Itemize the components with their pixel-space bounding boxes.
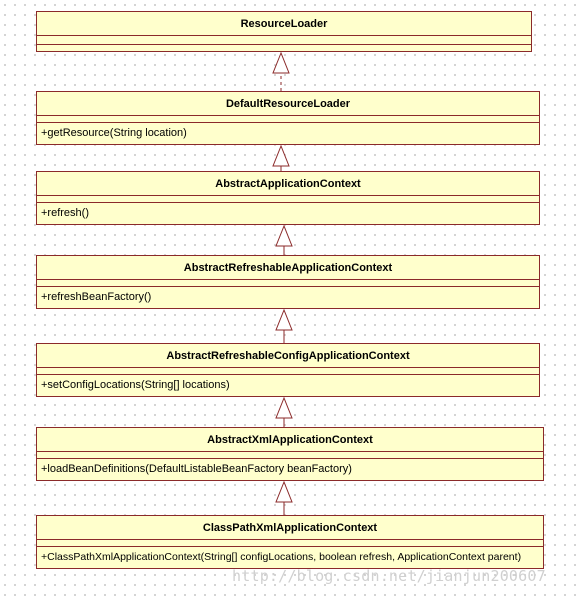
attributes-compartment	[37, 540, 543, 547]
generalization-arrow-abstractapplicationcontext-to-defaultresourceloader	[273, 146, 289, 171]
class-name: AbstractRefreshableApplicationContext	[37, 256, 539, 280]
attributes-compartment	[37, 452, 543, 459]
class-abstractrefreshableconfigapplicationcontext[interactable]	[36, 343, 540, 397]
attributes-compartment	[37, 36, 531, 45]
operation: +setConfigLocations(String[] locations)	[41, 379, 230, 391]
operation: +ClassPathXmlApplicationContext(String[] configLocations, boolean refresh, ApplicationContext parent)	[41, 551, 522, 563]
attributes-compartment	[37, 368, 539, 375]
watermark-text: http://blog.csdn.net/jianjun200607	[232, 567, 546, 585]
generalization-arrow-abstractxmlapplicationcontext-to-abstractrefreshableconfigapplicationcontext	[276, 398, 292, 427]
class-abstractapplicationcontext[interactable]	[36, 171, 540, 225]
class-defaultresourceloader[interactable]	[36, 91, 540, 145]
class-classpathxmlapplicationcontext[interactable]	[36, 515, 544, 569]
operation: +getResource(String location)	[41, 127, 187, 139]
class-resourceloader[interactable]	[36, 11, 532, 52]
class-name: DefaultResourceLoader	[37, 92, 539, 116]
generalization-arrow-abstractrefreshableapplicationcontext-to-abstractapplicationcontext	[276, 226, 292, 255]
class-abstractxmlapplicationcontext[interactable]	[36, 427, 544, 481]
class-abstractrefreshableapplicationcontext[interactable]	[36, 255, 540, 309]
class-name: AbstractXmlApplicationContext	[37, 428, 543, 452]
class-name: AbstractRefreshableConfigApplicationContext	[37, 344, 539, 368]
realization-arrow-defaultresourceloader-to-resourceloader	[273, 53, 289, 91]
attributes-compartment	[37, 280, 539, 287]
generalization-arrow-classpathxmlapplicationcontext-to-abstractxmlapplicationcontext	[276, 482, 292, 515]
operation: +refreshBeanFactory()	[41, 291, 152, 303]
class-name: ClassPathXmlApplicationContext	[37, 516, 543, 540]
operation: +refresh()	[41, 207, 89, 219]
operation: +loadBeanDefinitions(DefaultListableBeanFactory beanFactory)	[41, 463, 352, 475]
attributes-compartment	[37, 116, 539, 123]
generalization-arrow-abstractrefreshableconfigapplicationcontext-to-abstractrefreshableapplicationcontext	[276, 310, 292, 343]
attributes-compartment	[37, 196, 539, 203]
class-name: ResourceLoader	[37, 12, 531, 36]
class-name: AbstractApplicationContext	[37, 172, 539, 196]
